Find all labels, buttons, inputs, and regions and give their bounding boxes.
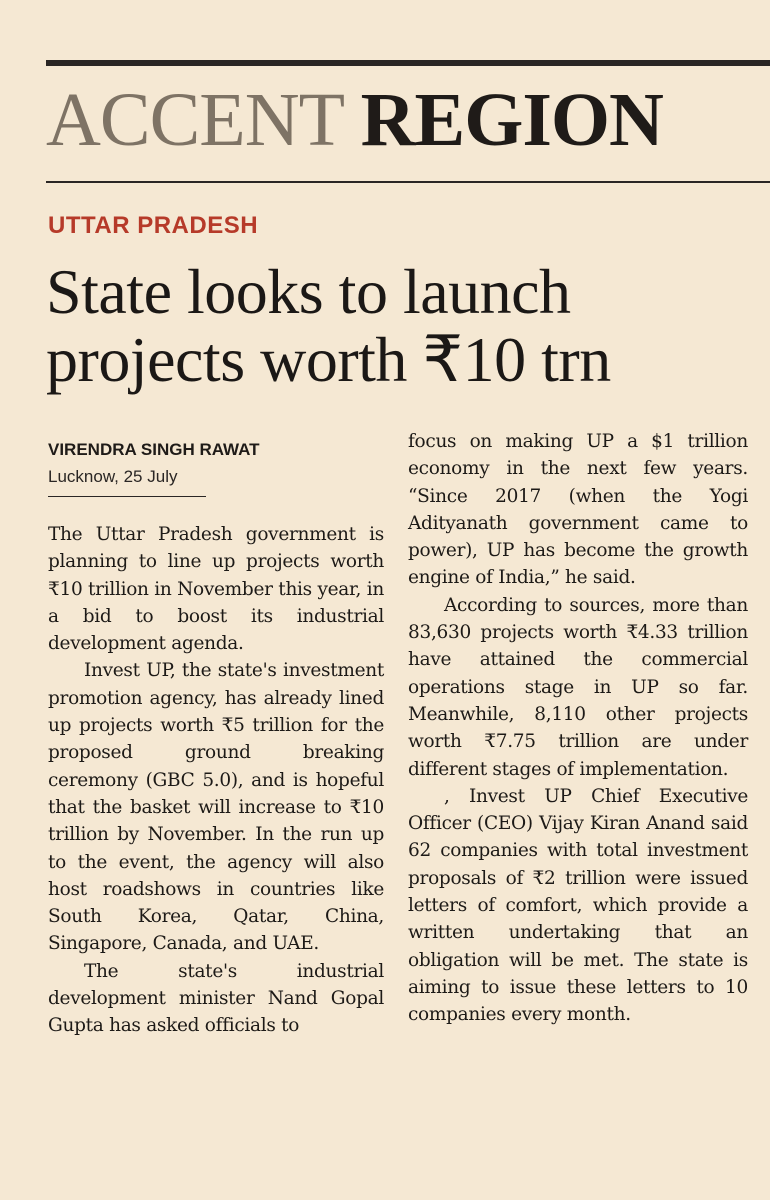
paragraph: The state's industrial development minister Nand Gopal Gupta has asked officials to [48, 960, 384, 1037]
masthead-top-rule [46, 60, 770, 66]
article-column-left [48, 521, 384, 1040]
article-dateline: Lucknow, 25 July [48, 467, 178, 486]
paragraph: According to sources, more than 83,630 projects worth ₹4.33 trillion have attained the commercial operations stage in UP so far. Meanwhile, 8,110 other projects worth ₹7.75 trillion are under different stages of implementation. [408, 594, 748, 780]
section-masthead [46, 78, 770, 162]
article-kicker: UTTAR PRADESH [48, 212, 259, 239]
paragraph: focus on making UP a $1 trillion economy in the next few years. “Since 2017 (when the Yogi Adityanath government came to power), UP has become the growth engine of India,” he said. [408, 431, 748, 589]
article-headline: State looks to launch projects worth ₹10 trn [46, 256, 611, 395]
article-column-right [408, 428, 748, 1029]
paragraph: , Invest UP Chief Executive Officer (CEO) Vijay Kiran Anand said 62 companies with total investment proposals of ₹2 trillion were issued letters of comfort, which provide a written undertaking that an obligation will be met. The state is aiming to issue these letters to 10 companies every month. [408, 785, 748, 1026]
masthead-bottom-rule [46, 181, 770, 183]
masthead-light-word: ACCENT [46, 78, 343, 162]
paragraph: The Uttar Pradesh government is planning to line up projects worth ₹10 trillion in November this year, in a bid to boost its industrial development agenda. [48, 524, 384, 655]
byline-rule [48, 496, 206, 497]
article-byline: VIRENDRA SINGH RAWAT [48, 440, 260, 459]
paragraph: Invest UP, the state's investment promotion agency, has already lined up projects worth ₹5 trillion for the proposed ground breaking ceremony (GBC 5.0), and is hopeful that the basket will increase to ₹10 trillion by November. In the run up to the event, the agency will also host roadshows in countries like South Korea, Qatar, China, Singapore, Canada, and UAE. [48, 660, 384, 955]
masthead-bold-word: REGION [360, 78, 663, 162]
